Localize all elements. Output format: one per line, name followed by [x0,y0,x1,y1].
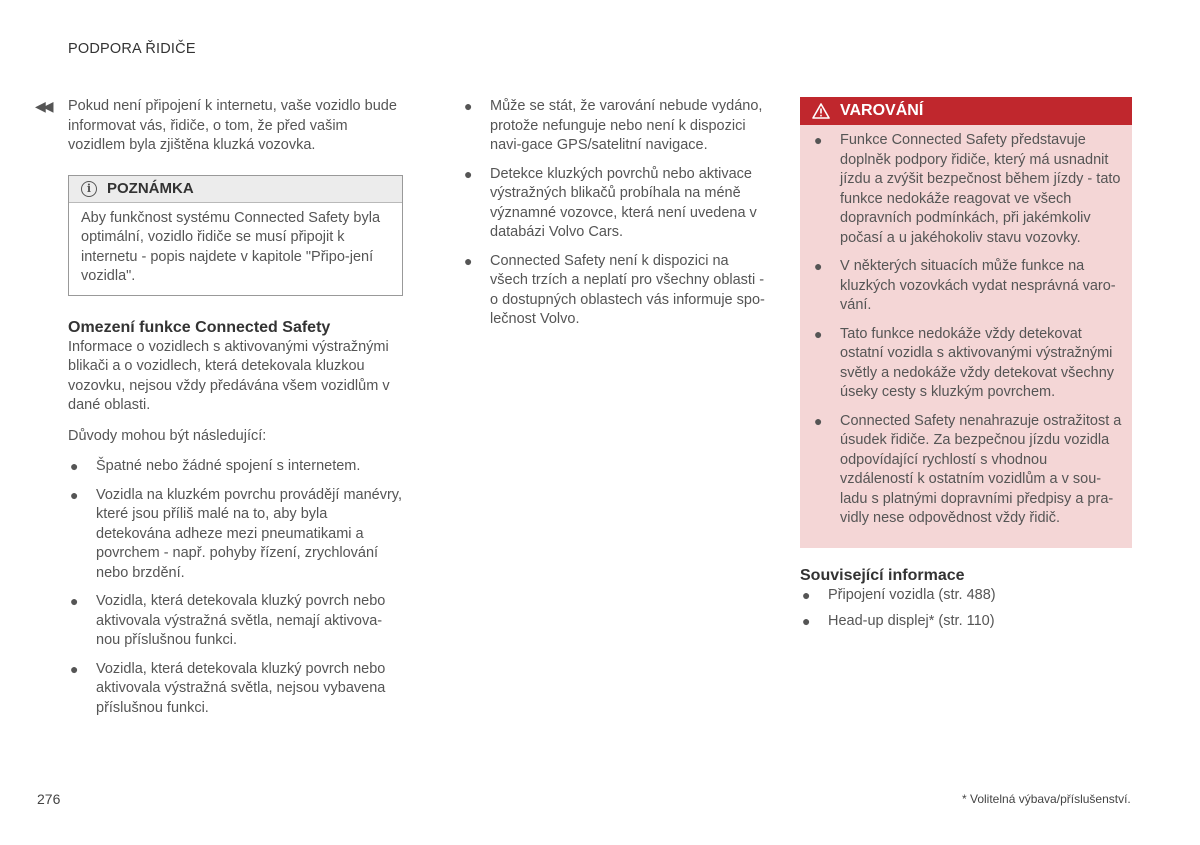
bullet-icon: ● [70,593,79,609]
bullet-icon: ● [814,325,823,342]
warning-title: VAROVÁNÍ [840,102,924,120]
reasons-intro: Důvody mohou být následující: [68,427,267,444]
warning-header [800,97,1132,125]
note-text: Aby funkčnost systému Connected Safety byla optimální, vozidlo řidiče se musí připojit k internetu - popis najdete v kapitole "Připo-jení vozidla". [81,209,381,284]
bullet-icon: ● [70,486,79,503]
list-item: ● Funkce Connected Safety představuje doplněk podpory řidiče, který má usnadnit jízdu a zvýšit bezpečnost během jízdy - tato funkce nedokáže reagovat ve všech dopravních podmínkách, při jakémkoliv počasí a u jakéhokoliv stavu vozovky. [814,132,1121,246]
bullet-icon: ● [70,660,79,677]
bullet-icon: ● [814,412,823,429]
continuation-arrows-icon: ◀◀ [35,98,51,114]
list-item: ● V některých situacích může funkce na kluzkých vozovkách vydat nesprávná varo-vání. [814,258,1116,313]
intro-paragraph: Pokud není připojení k internetu, vaše vozidlo bude informovat vás, řidiče, o tom, že před vašim vozidlem byla zjištěna kluzká vozovka. [68,98,397,153]
warning-box [800,97,1132,548]
bullet-icon: ● [464,98,473,114]
list-item: ● Může se stát, že varování nebude vydáno, protože nefunguje nebo není k dispozici navi-gace GPS/satelitní navigace. [464,98,763,153]
list-item: ● Špatné nebo žádné spojení s internetem. [68,457,403,477]
limits-paragraph: Informace o vozidlech s aktivovanými výstražnými blikači a o vozidlech, která detekovala kluzkou vozovku, nejsou vždy předávána všem vozidlům v dané oblasti. [68,338,390,413]
related-links [800,586,1132,632]
related-heading: Související informace [800,566,965,584]
list-item: ● Connected Safety nenahrazuje ostražitost a úsudek řidiče. Za bezpečnou jízdu vozidla odpovídající rychlostí s vhodnou vzdáleností k ostatním vozidlům a v sou-ladu s platnými dopravními předpisy a pra-vidly nese odpovědnost vždy řidič. [814,412,1122,526]
warning-list [800,125,1132,529]
note-box [68,175,403,296]
warning-triangle-icon [812,103,830,119]
bullet-icon: ● [802,613,811,629]
bullet-icon: ● [802,586,811,603]
column-1 [68,97,403,727]
bullet-icon: ● [814,132,823,148]
bullet-icon: ● [464,252,473,269]
reasons-list [68,457,403,718]
page-number: 276 [37,791,61,807]
list-item: ● Vozidla, která detekovala kluzký povrch nebo aktivovala výstražná světla, nemají aktivova-nou příslušnou funkci. [70,593,386,648]
bullet-icon: ● [70,458,79,474]
note-header [69,176,402,203]
list-item: ● Vozidla na kluzkém povrchu provádějí manévry, které jsou příliš malé na to, aby byla detekována adheze mezi pneumatikami a povrchem - např. pohyby řízení, zrychlování nebo brzdění. [70,486,402,581]
column-3 [800,97,1132,639]
note-title: POZNÁMKA [107,179,194,197]
related-info [800,566,1132,632]
list-item: ● Connected Safety není k dispozici na všech trzích a neplatí pro všechny oblasti - o dostupných oblastech vás informuje spo-lečnost Volvo. [464,252,765,327]
list-item: ● Vozidla, která detekovala kluzký povrch nebo aktivovala výstražná světla, nejsou vybavena příslušnou funkci. [70,660,386,716]
related-link[interactable]: ● Head-up displej* (str. 110) [800,612,1132,632]
related-link[interactable]: ● Připojení vozidla (str. 488) [800,586,1132,606]
info-icon: i [81,181,97,197]
bullet-icon: ● [814,258,823,274]
section-title: PODPORA ŘIDIČE [68,41,196,57]
list-item: ● Detekce kluzkých povrchů nebo aktivace výstražných blikačů probíhala na méně významné vozovce, která není uvedena v databázi Volvo Cars. [464,165,757,240]
column-2 [462,97,767,339]
limits-heading: Omezení funkce Connected Safety [68,318,331,336]
list-item: ● Tato funkce nedokáže vždy detekovat ostatní vozidla s aktivovanými výstražnými světly a nedokáže vždy detekovat všechny úseky cesty s kluzkým povrchem. [814,325,1115,400]
bullet-icon: ● [464,165,473,182]
limitations-list [462,97,767,330]
footnote: * Volitelná výbava/příslušenství. [962,792,1131,806]
